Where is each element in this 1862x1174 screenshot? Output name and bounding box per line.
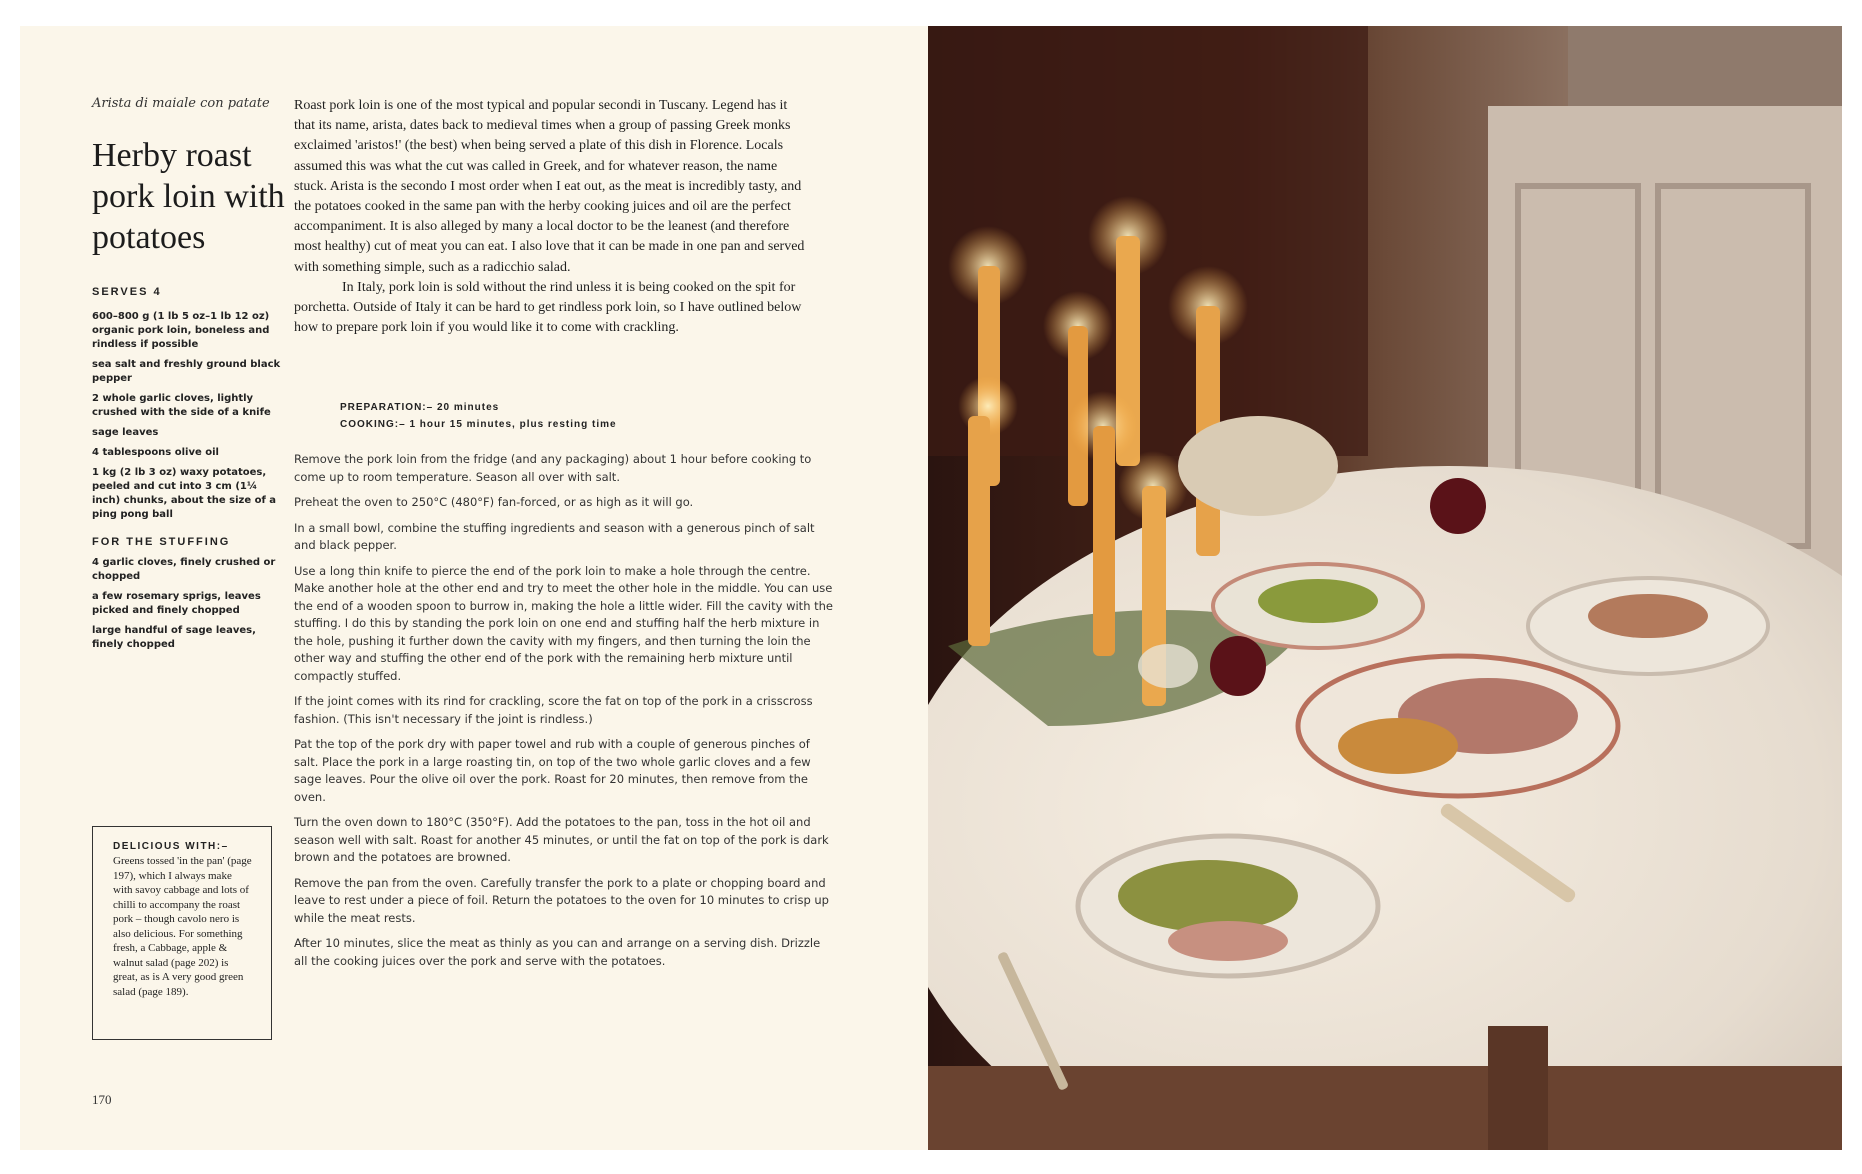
pork-slices — [1588, 594, 1708, 638]
method-step: In a small bowl, combine the stuffing ingredients and season with a generous pinch of salt and black pepper. — [294, 520, 815, 552]
red-wine-glass — [1210, 636, 1266, 696]
method-step: Remove the pork loin from the fridge (and any packaging) about 1 hour before cooking to come up to room temperature. Season all over with salt. — [294, 452, 812, 484]
recipe-italian-name: Arista di maiale con patate — [92, 96, 270, 111]
recipe-intro — [294, 96, 806, 338]
red-wine-glass-back — [1430, 478, 1486, 534]
page-number: 170 — [92, 1092, 112, 1107]
ingredient-item: sea salt and freshly ground black pepper — [92, 359, 281, 384]
pork-slice-front — [1168, 921, 1288, 961]
stuffing-item: a few rosemary sprigs, leaves picked and finely chopped — [92, 591, 261, 616]
serves-label: SERVES 4 — [92, 286, 162, 298]
timing-block — [340, 399, 780, 433]
stuffing-list — [92, 556, 288, 652]
left-page — [20, 26, 928, 1150]
delicious-with-heading: DELICIOUS WITH:– — [113, 841, 229, 852]
roast-potatoes — [1338, 718, 1458, 774]
method-step: If the joint comes with its rind for crackling, score the fat on top of the pork in a crisscross fashion. (This isn't necessary if the joint is rindless.) — [294, 694, 813, 726]
method-step: Preheat the oven to 250°C (480°F) fan-forced, or as high as it will go. — [294, 495, 694, 509]
dinner-table-illustration — [928, 26, 1842, 1150]
intro-paragraph: Roast pork loin is one of the most typical and popular secondi in Tuscany. Legend has it that its name, arista, dates back to medieval times when a group of passing Greek monks exclaimed 'aristos!' (the best) when being served a plate of this dish in Florence. Locals assumed this was what the cut was called in Greek, and for whatever reason, the name stuck. Arista is the secondo I most order when I eat out, as the meat is incredibly tasty, and the potatoes cooked in the same pan with the herby cooking juices and oil are the perfect accompaniment. It is also alleged by many a local doctor to be the leanest (and therefore most healthy) cut of meat you can eat. I also love that it can be made in one pan and served with something simple, such as a radicchio salad. — [294, 98, 805, 275]
method-steps — [294, 451, 834, 978]
ingredient-list — [92, 310, 288, 522]
candle — [968, 416, 990, 646]
method-step: After 10 minutes, slice the meat as thinly as you can and arrange on a serving dish. Drizzle all the cooking juices over the pork and serve with the potatoes. — [294, 936, 821, 968]
recipe-title: Herby roast pork loin with potatoes — [92, 137, 285, 256]
chair-post — [1488, 1026, 1548, 1150]
ingredient-item: 600–800 g (1 lb 5 oz–1 lb 12 oz) organic pork loin, boneless and rindless if possible — [92, 311, 270, 350]
method-step: Pat the top of the pork dry with paper towel and rub with a couple of generous pinches of salt. Place the pork in a large roasting tin, on top of the two whole garlic cloves and a few sage leaves. Pour the olive oil over the pork. Roast for 20 minutes, then remove from the oven. — [294, 737, 811, 804]
stuffing-item: 4 garlic cloves, finely crushed or chopped — [92, 557, 276, 582]
cooking-time: COOKING:– 1 hour 15 minutes, plus resting time — [340, 419, 617, 430]
candle — [1093, 426, 1115, 656]
greens-front — [1118, 860, 1298, 932]
ingredient-item: 2 whole garlic cloves, lightly crushed with the side of a knife — [92, 393, 271, 418]
delicious-with-box — [92, 826, 272, 1040]
bread-basket — [1178, 416, 1338, 516]
ingredient-item: sage leaves — [92, 427, 159, 438]
window-frame — [1568, 26, 1842, 106]
recipe-sidebar — [92, 96, 288, 658]
greens — [1258, 579, 1378, 623]
ingredient-item: 4 tablespoons olive oil — [92, 447, 219, 458]
dinner-table-photo — [928, 26, 1842, 1150]
intro-paragraph: In Italy, pork loin is sold without the rind unless it is being cooked on the spit for porchetta. Outside of Italy it can be hard to get rindless pork loin, so I have outlined below how to prepare pork loin if you would like it to come with crackling. — [294, 279, 802, 336]
wine-glass — [1138, 644, 1198, 688]
method-step: Remove the pan from the oven. Carefully transfer the pork to a plate or chopping board and leave to rest under a piece of foil. Return the potatoes to the oven for 10 minutes to crisp up while the meat rests. — [294, 875, 829, 925]
stuffing-item: large handful of sage leaves, finely chopped — [92, 625, 256, 650]
stuffing-heading: FOR THE STUFFING — [92, 536, 231, 548]
method-step: Use a long thin knife to pierce the end of the pork loin to make a hole through the centre. Make another hole at the other end and try to meet the other hole in the middle. You can use the end of a wooden spoon to burrow in, making the hole a little wider. Fill the cavity with the stuffing. I do this by standing the pork loin on one end and stuffing half the herb mixture in the hole, pushing it further down the cavity with my fingers, and then turning the loin the other way and stuffing the other end of the pork with the remaining herb mixture until compactly stuffed. — [294, 563, 834, 683]
ingredient-item: 1 kg (2 lb 3 oz) waxy potatoes, peeled and cut into 3 cm (1¼ inch) chunks, about the size of a ping pong ball — [92, 467, 277, 520]
delicious-with-text: Greens tossed 'in the pan' (page 197), which I always make with savoy cabbage and lots of chilli to accompany the roast pork – though cavolo nero is also delicious. For something fresh, a Cabbage, apple & walnut salad (page 202) is great, as is A very good green salad (page 189). — [113, 855, 252, 998]
preparation-time: PREPARATION:– 20 minutes — [340, 402, 500, 413]
method-step: Turn the oven down to 180°C (350°F). Add the potatoes to the pan, toss in the hot oil and season well with salt. Roast for another 45 minutes, or until the fat on top of the pork is dark brown and the potatoes are browned. — [294, 815, 829, 864]
